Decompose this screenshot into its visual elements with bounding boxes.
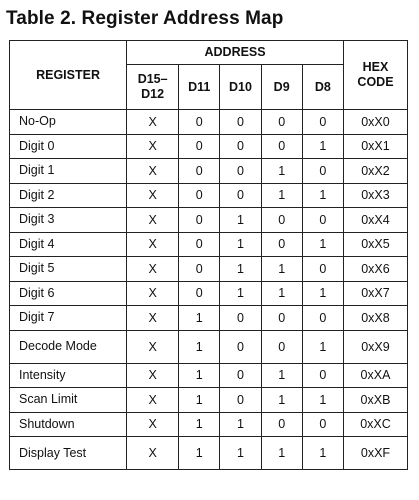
cell-d11: 0 — [179, 159, 220, 184]
cell-d8: 1 — [302, 183, 343, 208]
cell-d15-d12: X — [127, 330, 179, 363]
cell-register: Digit 7 — [10, 306, 127, 331]
cell-hex-code: 0xXC — [343, 412, 407, 437]
cell-register: Digit 5 — [10, 257, 127, 282]
cell-register: Intensity — [10, 363, 127, 388]
cell-d9: 1 — [261, 183, 302, 208]
cell-hex-code: 0xX4 — [343, 208, 407, 233]
header-row — [10, 41, 408, 65]
cell-d15-d12: X — [127, 281, 179, 306]
cell-hex-code: 0xXA — [343, 363, 407, 388]
cell-d9: 0 — [261, 208, 302, 233]
header-d9: D9 — [261, 65, 302, 110]
cell-d9: 1 — [261, 363, 302, 388]
table-row — [10, 134, 408, 159]
cell-d10: 0 — [220, 306, 261, 331]
cell-d11: 0 — [179, 257, 220, 282]
cell-d10: 1 — [220, 412, 261, 437]
cell-d8: 0 — [302, 208, 343, 233]
cell-d15-d12: X — [127, 363, 179, 388]
cell-d8: 0 — [302, 306, 343, 331]
table-row — [10, 363, 408, 388]
cell-d11: 0 — [179, 134, 220, 159]
cell-d15-d12: X — [127, 412, 179, 437]
cell-d8: 0 — [302, 257, 343, 282]
cell-d11: 0 — [179, 183, 220, 208]
cell-register: Decode Mode — [10, 330, 127, 363]
cell-hex-code: 0xXB — [343, 388, 407, 413]
table-row — [10, 281, 408, 306]
cell-d10: 1 — [220, 208, 261, 233]
cell-d8: 1 — [302, 330, 343, 363]
cell-d10: 1 — [220, 281, 261, 306]
cell-d15-d12: X — [127, 110, 179, 135]
cell-hex-code: 0xX5 — [343, 232, 407, 257]
cell-d11: 0 — [179, 208, 220, 233]
cell-d8: 0 — [302, 363, 343, 388]
table-title: Table 2. Register Address Map — [6, 8, 284, 29]
cell-d11: 1 — [179, 363, 220, 388]
table-row — [10, 306, 408, 331]
cell-hex-code: 0xX2 — [343, 159, 407, 184]
cell-hex-code: 0xX8 — [343, 306, 407, 331]
cell-register: Display Test — [10, 437, 127, 470]
header-d8: D8 — [302, 65, 343, 110]
cell-hex-code: 0xX0 — [343, 110, 407, 135]
cell-d15-d12: X — [127, 257, 179, 282]
cell-d15-d12: X — [127, 437, 179, 470]
cell-d11: 1 — [179, 437, 220, 470]
cell-d10: 0 — [220, 183, 261, 208]
cell-d10: 0 — [220, 110, 261, 135]
cell-d11: 0 — [179, 232, 220, 257]
cell-d11: 1 — [179, 306, 220, 331]
cell-d10: 0 — [220, 134, 261, 159]
cell-d10: 1 — [220, 257, 261, 282]
cell-d15-d12: X — [127, 306, 179, 331]
cell-d8: 1 — [302, 388, 343, 413]
table-row — [10, 388, 408, 413]
cell-d8: 1 — [302, 437, 343, 470]
table-row — [10, 110, 408, 135]
cell-d15-d12: X — [127, 232, 179, 257]
cell-register: Digit 3 — [10, 208, 127, 233]
cell-register: Digit 0 — [10, 134, 127, 159]
cell-d9: 1 — [261, 281, 302, 306]
table-row — [10, 159, 408, 184]
register-address-map-table — [9, 40, 408, 470]
cell-d9: 0 — [261, 232, 302, 257]
header-hex-code: HEX CODE — [343, 41, 407, 110]
table-row — [10, 232, 408, 257]
cell-d8: 1 — [302, 281, 343, 306]
table-row — [10, 437, 408, 470]
table-row — [10, 412, 408, 437]
cell-d15-d12: X — [127, 388, 179, 413]
cell-d8: 0 — [302, 110, 343, 135]
header-d15-d12: D15–D12 — [127, 65, 179, 110]
cell-register: Digit 6 — [10, 281, 127, 306]
cell-d9: 1 — [261, 388, 302, 413]
cell-d10: 1 — [220, 232, 261, 257]
cell-d11: 1 — [179, 388, 220, 413]
table-row — [10, 330, 408, 363]
cell-d10: 0 — [220, 159, 261, 184]
cell-d11: 0 — [179, 281, 220, 306]
cell-d10: 0 — [220, 388, 261, 413]
table-row — [10, 257, 408, 282]
cell-d10: 0 — [220, 330, 261, 363]
header-d11: D11 — [179, 65, 220, 110]
cell-d11: 1 — [179, 412, 220, 437]
cell-register: Digit 1 — [10, 159, 127, 184]
cell-hex-code: 0xX1 — [343, 134, 407, 159]
cell-d10: 1 — [220, 437, 261, 470]
cell-register: Scan Limit — [10, 388, 127, 413]
cell-d9: 0 — [261, 306, 302, 331]
header-address: ADDRESS — [127, 41, 344, 65]
cell-register: Shutdown — [10, 412, 127, 437]
cell-d15-d12: X — [127, 208, 179, 233]
cell-hex-code: 0xX3 — [343, 183, 407, 208]
cell-d9: 0 — [261, 110, 302, 135]
cell-d10: 0 — [220, 363, 261, 388]
cell-hex-code: 0xX7 — [343, 281, 407, 306]
cell-hex-code: 0xX9 — [343, 330, 407, 363]
cell-register: Digit 2 — [10, 183, 127, 208]
cell-d9: 1 — [261, 437, 302, 470]
cell-d9: 0 — [261, 412, 302, 437]
cell-hex-code: 0xXF — [343, 437, 407, 470]
header-register: REGISTER — [10, 41, 127, 110]
cell-register: Digit 4 — [10, 232, 127, 257]
cell-hex-code: 0xX6 — [343, 257, 407, 282]
header-d10: D10 — [220, 65, 261, 110]
cell-d15-d12: X — [127, 183, 179, 208]
cell-d8: 0 — [302, 159, 343, 184]
cell-d9: 1 — [261, 257, 302, 282]
cell-d9: 1 — [261, 159, 302, 184]
cell-d11: 0 — [179, 110, 220, 135]
table-body — [10, 110, 408, 470]
table-row — [10, 183, 408, 208]
cell-d11: 1 — [179, 330, 220, 363]
cell-register: No-Op — [10, 110, 127, 135]
table-row — [10, 208, 408, 233]
cell-d9: 0 — [261, 134, 302, 159]
cell-d8: 1 — [302, 232, 343, 257]
cell-d8: 0 — [302, 412, 343, 437]
cell-d9: 0 — [261, 330, 302, 363]
cell-d15-d12: X — [127, 134, 179, 159]
cell-d8: 1 — [302, 134, 343, 159]
cell-d15-d12: X — [127, 159, 179, 184]
